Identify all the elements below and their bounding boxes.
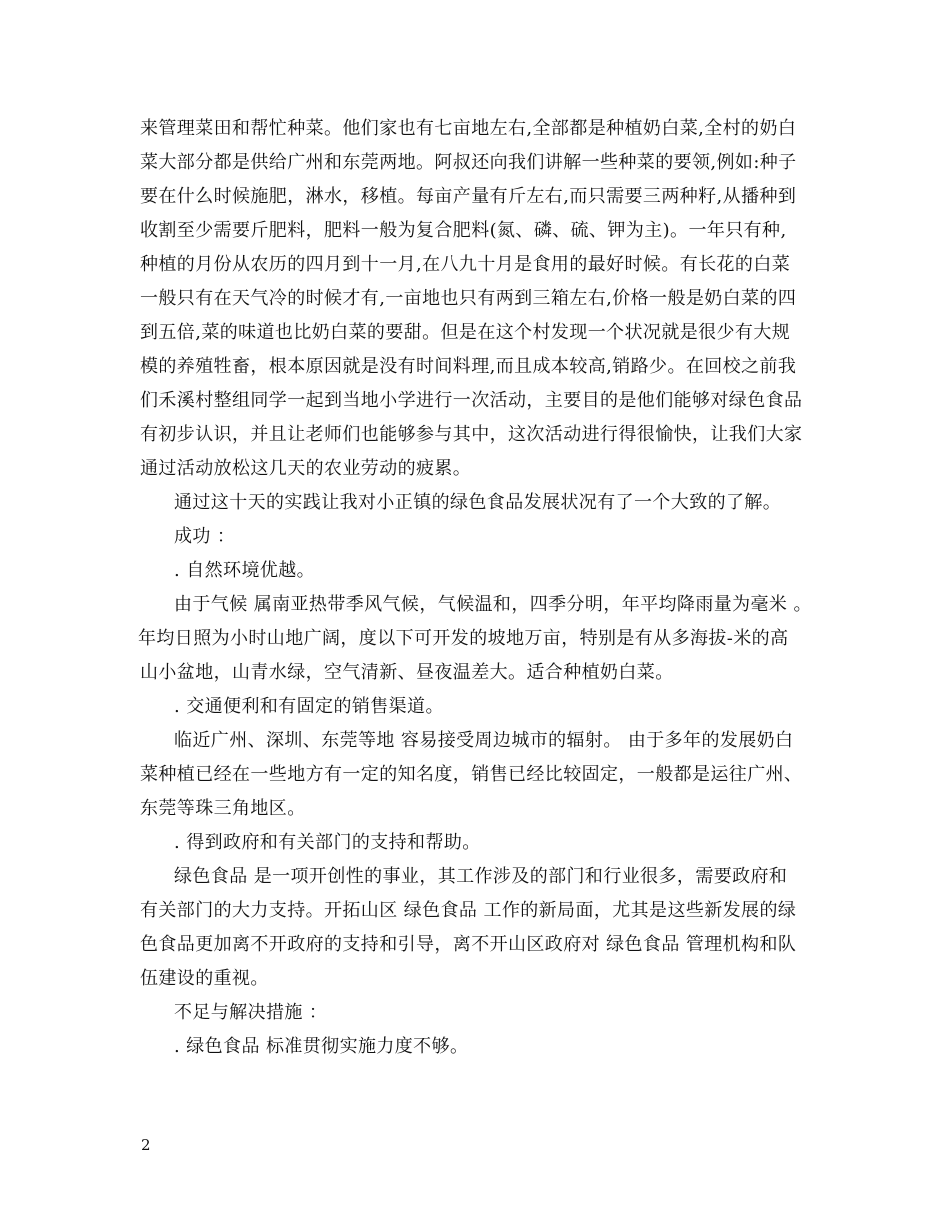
text-line: 来管理菜田和帮忙种菜。他们家也有七亩地左右,全部都是种植奶白菜,全村的奶白 (140, 118, 797, 139)
point-heading-government: . 得到政府和有关部门的支持和帮助。 (174, 832, 481, 853)
text-line: 有初步认识，并且让老师们也能够参与其中，这次活动进行得很愉快，让我们大家 (140, 424, 803, 445)
page-number: 2 (141, 1136, 151, 1154)
text-line: 有关部门的大力支持。开拓山区 绿色食品 工作的新局面，尤其是这些新发展的绿 (140, 900, 797, 921)
point-heading-environment: . 自然环境优越。 (174, 560, 316, 581)
summary-paragraph: 通过这十天的实践让我对小正镇的绿色食品发展状况有了一个大致的了解。 (174, 492, 782, 513)
text-line: 通过活动放松这几天的农业劳动的疲累。 (140, 458, 472, 479)
text-line: 们禾溪村整组同学一起到当地小学进行一次活动，主要目的是他们能够对绿色食品 (140, 390, 803, 411)
section-heading-shortcomings: 不足与解决措施 ： (174, 1002, 328, 1023)
text-line: 伍建设的重视。 (140, 968, 269, 989)
text-line: 模的养殖牲畜，根本原因就是没有时间料理,而且成本较高,销路少。在回校之前我 (140, 356, 797, 377)
text-line: 年均日照为小时山地广阔，度以下可开发的坡地万亩，特别是有从多海拔-米的高 (138, 628, 789, 649)
text-line: 菜大部分都是供给广州和东莞两地。阿叔还向我们讲解一些种菜的要领,例如:种子 (140, 152, 797, 173)
body-text (140, 112, 820, 1064)
point-heading-transport: . 交通便利和有固定的销售渠道。 (174, 696, 444, 717)
text-line: 由于气候 属南亚热带季风气候，气候温和，四季分明，年平均降雨量为毫米 。 (174, 594, 812, 615)
text-line: 一般只有在天气冷的时候才有,一亩地也只有两到三箱左右,价格一般是奶白菜的四 (140, 288, 797, 309)
text-line: 山小盆地，山青水绿，空气清新、昼夜温差大。适合种植奶白菜。 (140, 662, 674, 683)
text-line: 东莞等珠三角地区。 (140, 798, 306, 819)
text-line: 临近广州、深圳、东莞等地 容易接受周边城市的辐射。 由于多年的发展奶白 (174, 730, 794, 751)
text-line: 菜种植已经在一些地方有一定的知名度，销售已经比较固定，一般都是运往广州、 (140, 764, 803, 785)
text-line: 绿色食品 是一项开创性的事业，其工作涉及的部门和行业很多，需要政府和 (174, 866, 788, 887)
section-heading-success: 成功 ： (174, 526, 236, 547)
text-line: 收割至少需要斤肥料，肥料一般为复合肥料(氮、磷、硫、钾为主)。一年只有种, (140, 220, 787, 241)
text-line: 到五倍,菜的味道也比奶白菜的要甜。但是在这个村发现一个状况就是很少有大规 (140, 322, 791, 343)
text-line: 种植的月份从农历的四月到十一月,在八九十月是食用的最好时候。有长花的白菜 (140, 254, 791, 275)
text-line: 要在什么时候施肥，淋水，移植。每亩产量有斤左右,而只需要三两种籽,从播种到 (140, 186, 797, 207)
text-line: 色食品更加离不开政府的支持和引导，离不开山区政府对 绿色食品 管理机构和队 (140, 934, 797, 955)
point-heading-standards: . 绿色食品 标准贯彻实施力度不够。 (174, 1036, 469, 1057)
